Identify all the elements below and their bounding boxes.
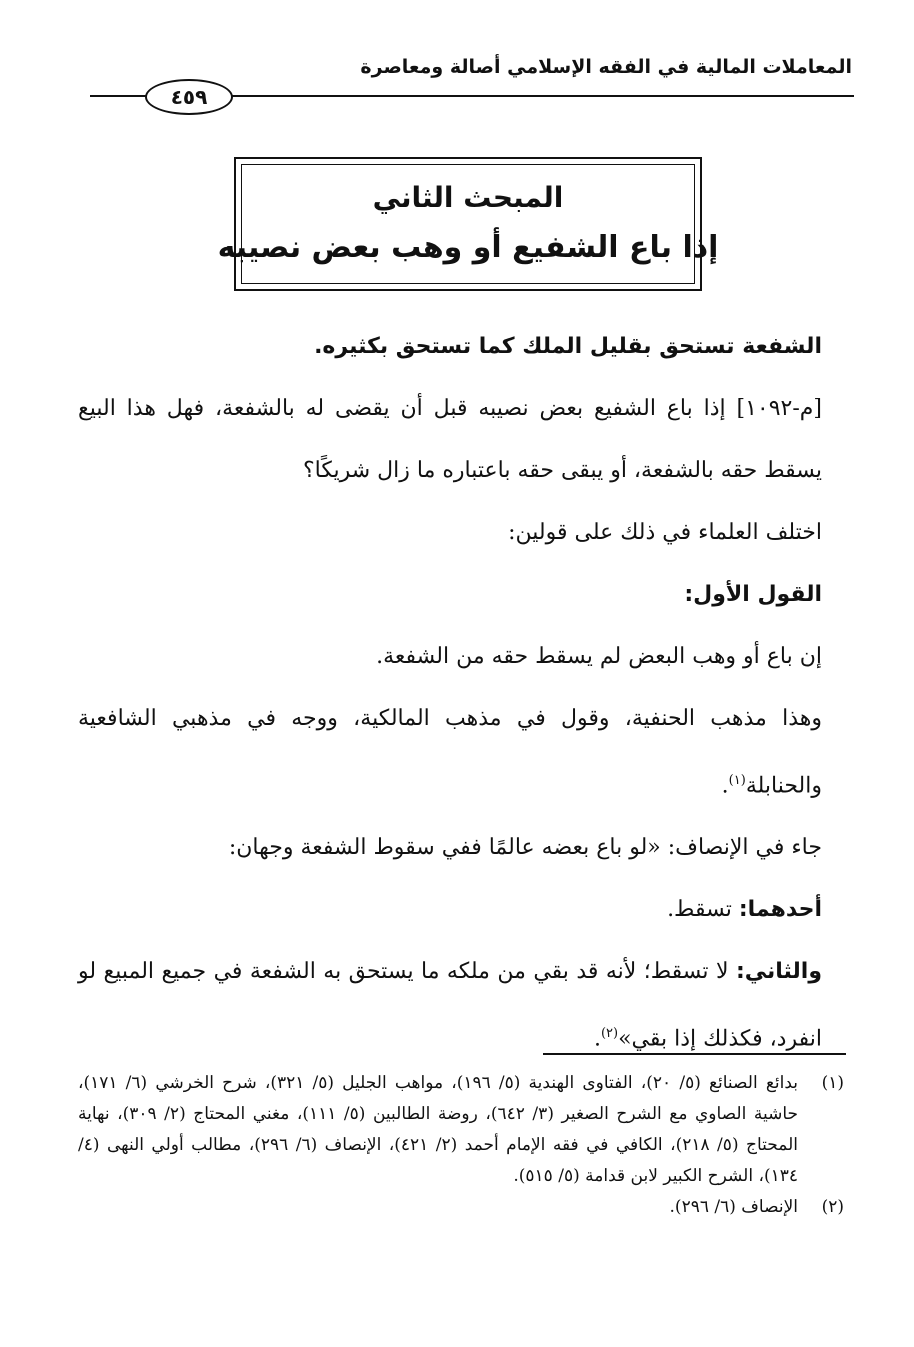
paragraph-second-view: والثاني: لا تسقط؛ لأنه قد بقي من ملكه ما يستحق به الشفعة في جميع المبيع لو انفرد، فكذلك إذا بقي»$^{(٢)}$. xyxy=(78,959,822,1052)
footnote-ref-2[interactable]: (٢) xyxy=(600,1026,619,1042)
body-text xyxy=(78,316,822,1071)
footnote-1 xyxy=(78,1068,844,1192)
footnote-2-number: (٢) xyxy=(821,1197,844,1217)
first-opinion-heading: القول الأول: xyxy=(684,582,822,607)
running-title: المعاملات المالية في الفقه الإسلامي أصالة ومعاصرة xyxy=(360,56,852,78)
section-heading-inner xyxy=(217,164,719,284)
section-heading-number: المبحث الثاني xyxy=(372,181,564,214)
footnote-separator xyxy=(543,1053,846,1055)
paragraph-issue: [م-١٠٩٢] إذا باع الشفيع بعض نصيبه قبل أن يقضى له بالشفعة، فهل هذا البيع يسقط حقه بالشفعة، أو يبقى حقه باعتباره ما زال شريكًا؟ xyxy=(78,396,822,483)
section-heading-box xyxy=(217,157,719,291)
first-view-text: تسقط. xyxy=(667,897,732,923)
paragraph-first-opinion: إن باع أو وهب البعض لم يسقط حقه من الشفعة. xyxy=(376,644,822,669)
second-view-text: لا تسقط؛ لأنه قد بقي من ملكه ما يستحق به الشفعة في جميع المبيع لو انفرد، فكذلك إذا بقي» xyxy=(78,959,822,1052)
section-heading-title: إذا باع الشفيع أو وهب بعض نصيبه xyxy=(217,230,719,265)
footnote-1-text: بدائع الصنائع (٥/ ٢٠)، الفتاوى الهندية (٥/ ١٩٦)، مواهب الجليل (٥/ ٣٢١)، شرح الخرشي (٦/ ١٧١)، حاشية الصاوي مع الشرح الصغير (٣/ ٦٤٢)، روضة الطالبين (٥/ ١١١)، مغني المحتاج (٢/ ٣٠٩)، نهاية المحتاج (٥/ ٢١٨)، الكافي في فقه الإمام أحمد (٢/ ٤٢١)، الإنصاف (٦/ ٢٩٦)، مطالب أولي النهى (٤/ ١٣٤)، الشرح الكبير لابن قدامة (٥/ ٥١٥). xyxy=(78,1073,799,1186)
footnote-2-text: الإنصاف (٦/ ٢٩٦). xyxy=(669,1197,798,1217)
madhhab-text: وهذا مذهب الحنفية، وقول في مذهب المالكية، ووجه في مذهبي الشافعية والحنابلة xyxy=(78,706,822,799)
paragraph-insaf-quote: جاء في الإنصاف: «لو باع بعضه عالمًا ففي سقوط الشفعة وجهان: xyxy=(228,835,822,861)
page-number: ٤٥٩ xyxy=(145,79,233,115)
footnote-2 xyxy=(78,1192,844,1223)
footnotes xyxy=(78,1068,844,1223)
paragraph-first-view xyxy=(78,879,822,941)
paragraph-disagreement: اختلف العلماء في ذلك على قولين: xyxy=(508,520,822,545)
paragraph-intro: الشفعة تستحق بقليل الملك كما تستحق بكثيره. xyxy=(314,334,822,359)
footnote-ref-1[interactable]: (١) xyxy=(728,773,746,788)
paragraph-madhhab: وهذا مذهب الحنفية، وقول في مذهب المالكية، ووجه في مذهبي الشافعية والحنابلة$^{(١)}$. xyxy=(78,706,822,799)
footnote-1-number: (١) xyxy=(821,1073,844,1093)
first-view-label: أحدهما: xyxy=(738,897,822,923)
second-view-label: والثاني: xyxy=(735,959,822,985)
